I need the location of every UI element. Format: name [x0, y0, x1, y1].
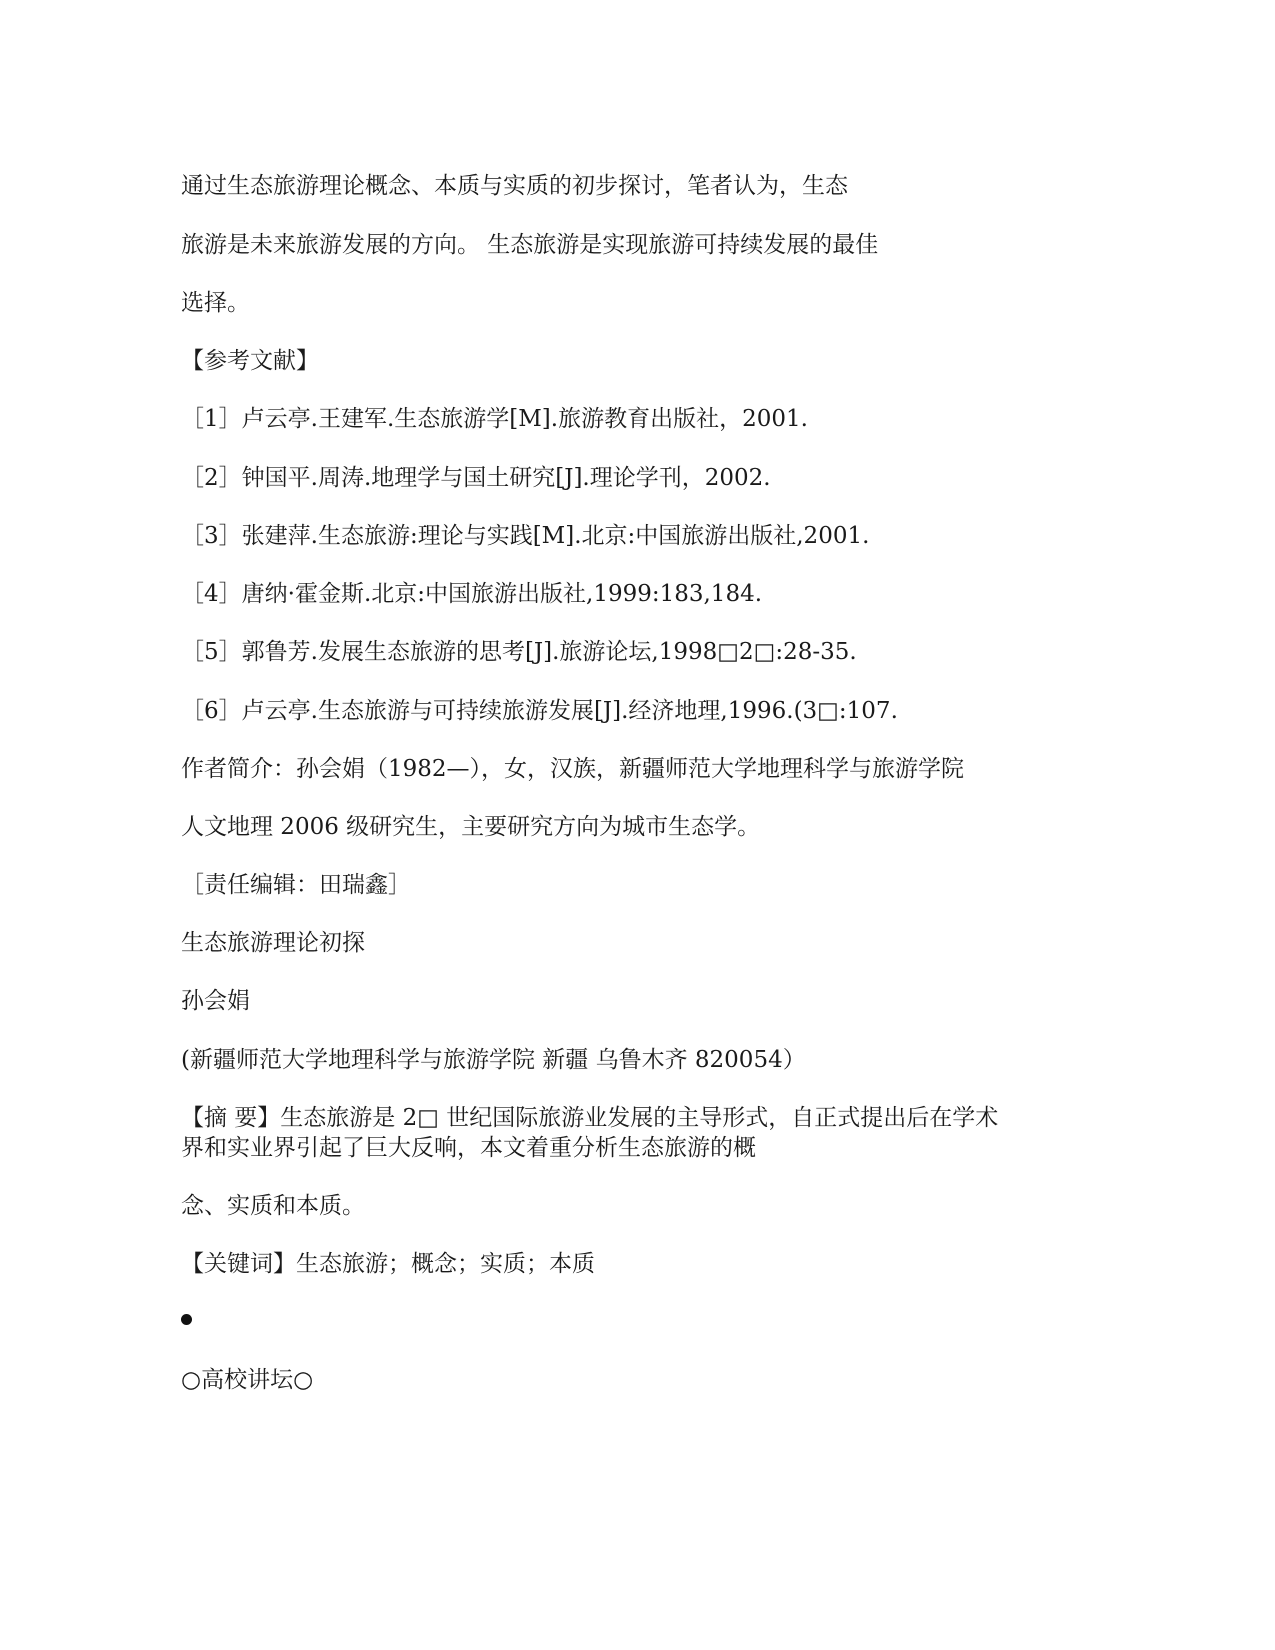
- conclusion-line-3: 选择。: [181, 290, 250, 316]
- conclusion-line-1: 通过生态旅游理论概念、本质与实质的初步探讨，笔者认为，生态: [181, 173, 848, 199]
- references-heading: 【参考文献】: [181, 348, 319, 374]
- article-author: 孙会娟: [181, 988, 250, 1014]
- reference-item-6: ［6］卢云亭.生态旅游与可持续旅游发展[J].经济地理,1996.(3□:107.: [181, 698, 898, 724]
- article-title: 生态旅游理论初探: [181, 930, 365, 956]
- responsible-editor: ［责任编辑：田瑞鑫］: [181, 872, 411, 898]
- bullet-icon: [181, 1314, 192, 1325]
- reference-item-1: ［1］卢云亭.王建军.生态旅游学[M].旅游教育出版社，2001.: [181, 406, 808, 432]
- conclusion-line-2: 旅游是未来旅游发展的方向。 生态旅游是实现旅游可持续发展的最佳: [181, 232, 879, 258]
- author-bio-line-2: 人文地理 2006 级研究生，主要研究方向为城市生态学。: [181, 814, 761, 840]
- article-affiliation: (新疆师范大学地理科学与旅游学院 新疆 乌鲁木齐 820054）: [181, 1047, 806, 1073]
- section-label: ○高校讲坛○: [181, 1367, 314, 1393]
- abstract-line-3: 念、实质和本质。: [181, 1193, 365, 1219]
- keywords: 【关键词】生态旅游；概念；实质；本质: [181, 1251, 595, 1277]
- reference-item-5: ［5］郭鲁芳.发展生态旅游的思考[J].旅游论坛,1998□2□:28-35.: [181, 639, 857, 665]
- abstract-line-2: 界和实业界引起了巨大反响，本文着重分析生态旅游的概: [181, 1135, 756, 1161]
- author-bio-line-1: 作者简介：孙会娟（1982—），女，汉族，新疆师范大学地理科学与旅游学院: [181, 756, 965, 782]
- abstract-line-1: 【摘 要】生态旅游是 2□ 世纪国际旅游业发展的主导形式，自正式提出后在学术: [181, 1105, 999, 1131]
- reference-item-2: ［2］钟国平.周涛.地理学与国土研究[J].理论学刊，2002.: [181, 465, 771, 491]
- reference-item-4: ［4］唐纳·霍金斯.北京:中国旅游出版社,1999:183,184.: [181, 581, 763, 607]
- reference-item-3: ［3］张建萍.生态旅游:理论与实践[M].北京:中国旅游出版社,2001.: [181, 523, 870, 549]
